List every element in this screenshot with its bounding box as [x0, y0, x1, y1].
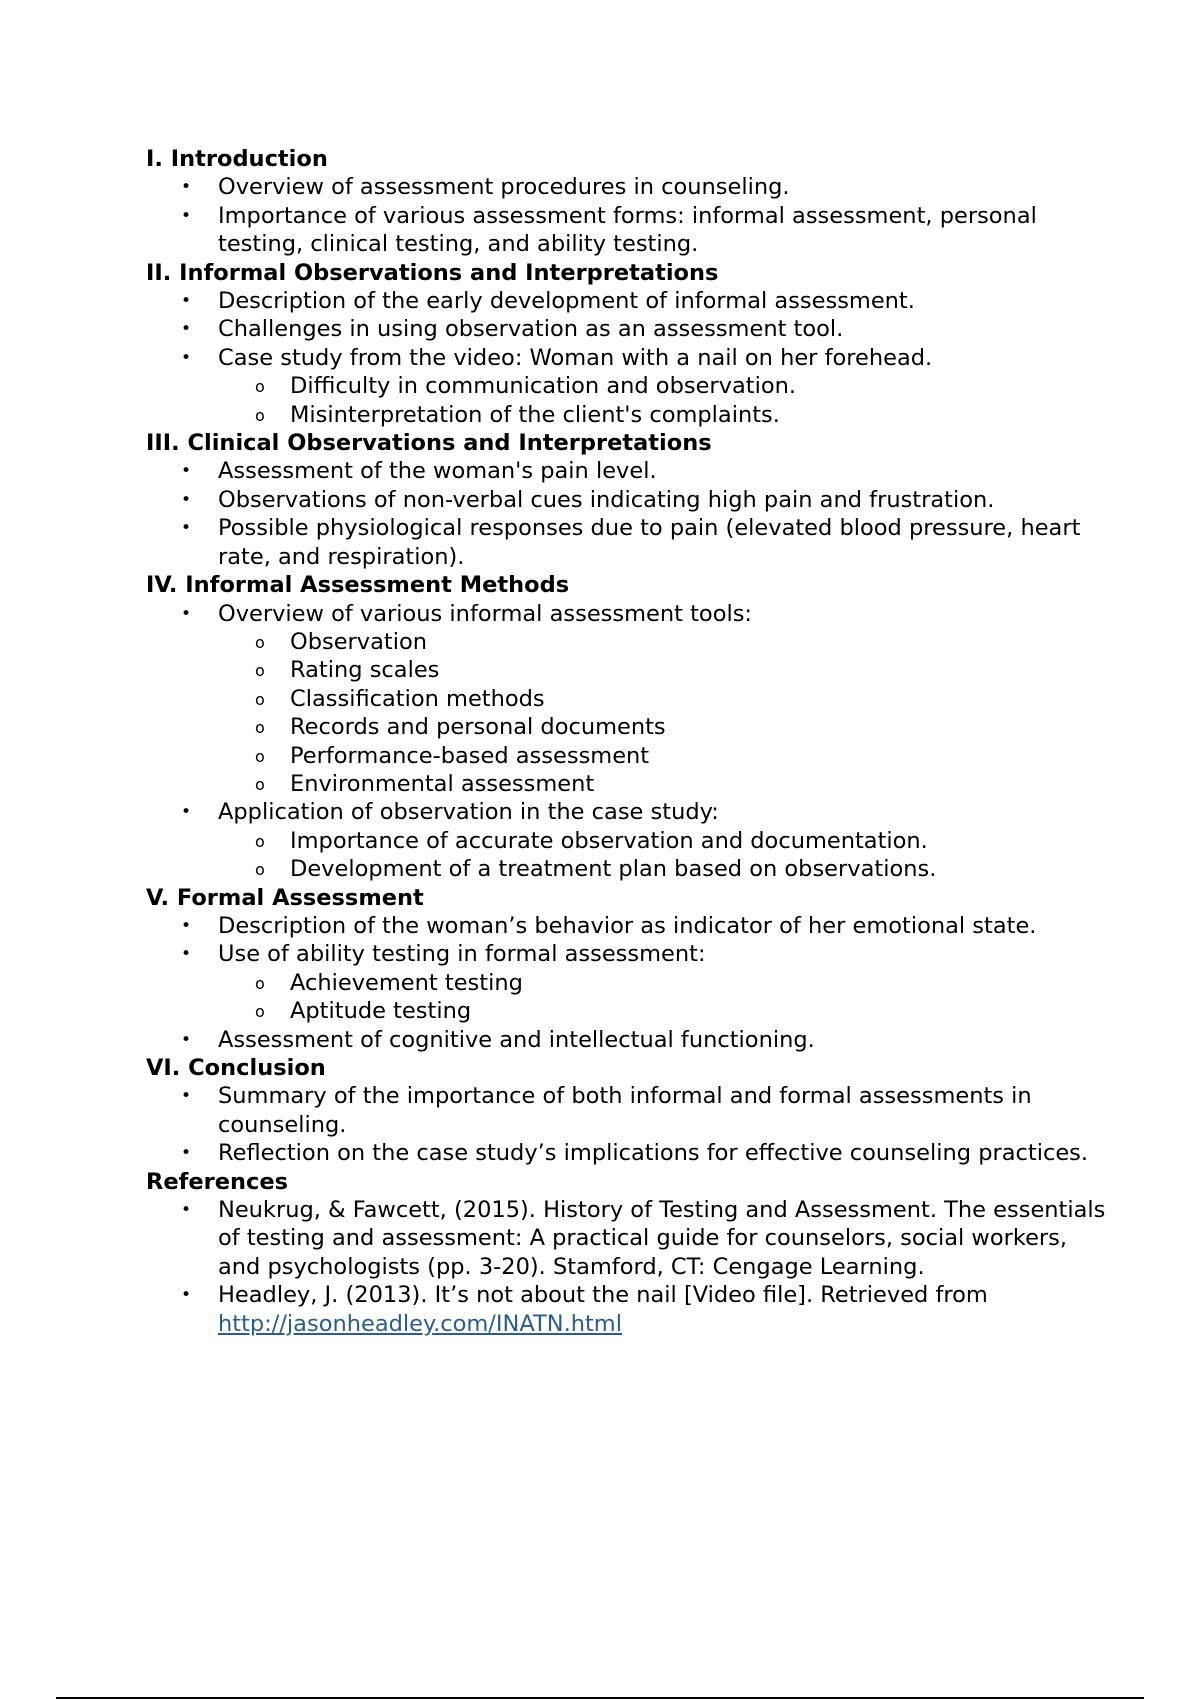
bullet-item — [218, 344, 1106, 429]
bullet-text: Application of observation in the case study: — [218, 799, 719, 826]
document-body — [146, 145, 1106, 1338]
bullet-text: Description of the woman’s behavior as indicator of her emotional state. — [218, 912, 1037, 939]
sub-bullet-item: o Difficulty in communication and observation. — [290, 372, 1106, 400]
sub-bullet-item: o Observation — [290, 628, 1106, 656]
sub-bullet-item: o Aptitude testing — [290, 997, 1106, 1025]
bullet-item — [218, 514, 1106, 571]
bullet-item — [218, 287, 1106, 315]
bullet-item — [218, 1139, 1106, 1167]
bullet-text: Neukrug, & Fawcett, (2015). History of Testing and Assessment. The essentials of testing and assessment: A practical guide for counselors, social workers, and psychologists (pp. 3-20). Stamford, CT: Cengage Learning. — [218, 1197, 1106, 1280]
bullet-item — [218, 1281, 1106, 1338]
sub-bullet-item: o Development of a treatment plan based on observations. — [290, 855, 1106, 883]
bullet-item — [218, 940, 1106, 1025]
bullet-text: Possible physiological responses due to pain (elevated blood pressure, heart rate, and respiration). — [218, 515, 1081, 570]
bullet-text: Importance of various assessment forms: informal assessment, personal testing, clinical testing, and ability testing. — [218, 202, 1037, 258]
section-bullet-list — [146, 1082, 1106, 1167]
bullet-item — [218, 798, 1106, 883]
sub-bullet-list — [218, 628, 1106, 798]
sub-bullet-item: o Records and personal documents — [290, 713, 1106, 741]
bullet-text: Summary of the importance of both informal and formal assessments in counseling. — [218, 1083, 1032, 1138]
bullet-item — [218, 1026, 1106, 1054]
sub-bullet-list — [218, 969, 1106, 1026]
bullet-text: Reflection on the case study’s implications for effective counseling practices. — [218, 1140, 1089, 1167]
bullet-item — [218, 1082, 1106, 1139]
reference-link[interactable]: http://jasonheadley.com/INATN.html — [218, 1310, 622, 1337]
bullet-text: Headley, J. (2013). It’s not about the nail [Video file]. Retrieved from — [218, 1282, 988, 1309]
bullet-text: Overview of various informal assessment tools: — [218, 600, 753, 627]
section-heading: I. Introduction — [146, 146, 328, 172]
section-bullet-list — [146, 1196, 1106, 1338]
section-bullet-list — [146, 173, 1106, 258]
bullet-text: Description of the early development of informal assessment. — [218, 288, 915, 315]
sub-bullet-item: o Misinterpretation of the client's complaints. — [290, 401, 1106, 429]
sub-bullet-list — [218, 827, 1106, 884]
section-heading: IV. Informal Assessment Methods — [146, 572, 570, 599]
bullet-text: Assessment of the woman's pain level. — [218, 458, 657, 485]
section-bullet-list — [146, 600, 1106, 884]
bullet-item — [218, 1196, 1106, 1281]
section-bullet-list — [146, 912, 1106, 1054]
sub-bullet-item: o Performance-based assessment — [290, 742, 1106, 770]
sub-bullet-item: o Achievement testing — [290, 969, 1106, 997]
bullet-text: Use of ability testing in formal assessment: — [218, 941, 706, 968]
bullet-item — [218, 173, 1106, 201]
sub-bullet-item: o Importance of accurate observation and documentation. — [290, 827, 1106, 855]
section-heading: V. Formal Assessment — [146, 884, 424, 911]
section-bullet-list — [146, 287, 1106, 429]
bullet-text: Observations of non-verbal cues indicating high pain and frustration. — [218, 486, 995, 513]
section-heading: III. Clinical Observations and Interpretations — [146, 430, 712, 457]
bullet-text: Challenges in using observation as an assessment tool. — [218, 316, 844, 343]
sub-bullet-item: o Environmental assessment — [290, 770, 1106, 798]
section-heading: II. Informal Observations and Interpretations — [146, 259, 719, 286]
bullet-text: Case study from the video: Woman with a nail on her forehead. — [218, 344, 933, 371]
bullet-item — [218, 912, 1106, 940]
section-heading: References — [146, 1168, 288, 1195]
footer-rule — [56, 1697, 1144, 1699]
bullet-item — [218, 486, 1106, 514]
bullet-item — [218, 457, 1106, 485]
bullet-text: Overview of assessment procedures in counseling. — [218, 174, 790, 201]
bullet-item — [218, 315, 1106, 343]
bullet-item — [218, 600, 1106, 799]
bullet-item — [218, 202, 1106, 259]
section-bullet-list — [146, 457, 1106, 571]
sub-bullet-item: o Rating scales — [290, 656, 1106, 684]
sub-bullet-list — [218, 372, 1106, 429]
bullet-text: Assessment of cognitive and intellectual functioning. — [218, 1026, 815, 1053]
sub-bullet-item: o Classification methods — [290, 685, 1106, 713]
section-heading: VI. Conclusion — [146, 1055, 326, 1081]
